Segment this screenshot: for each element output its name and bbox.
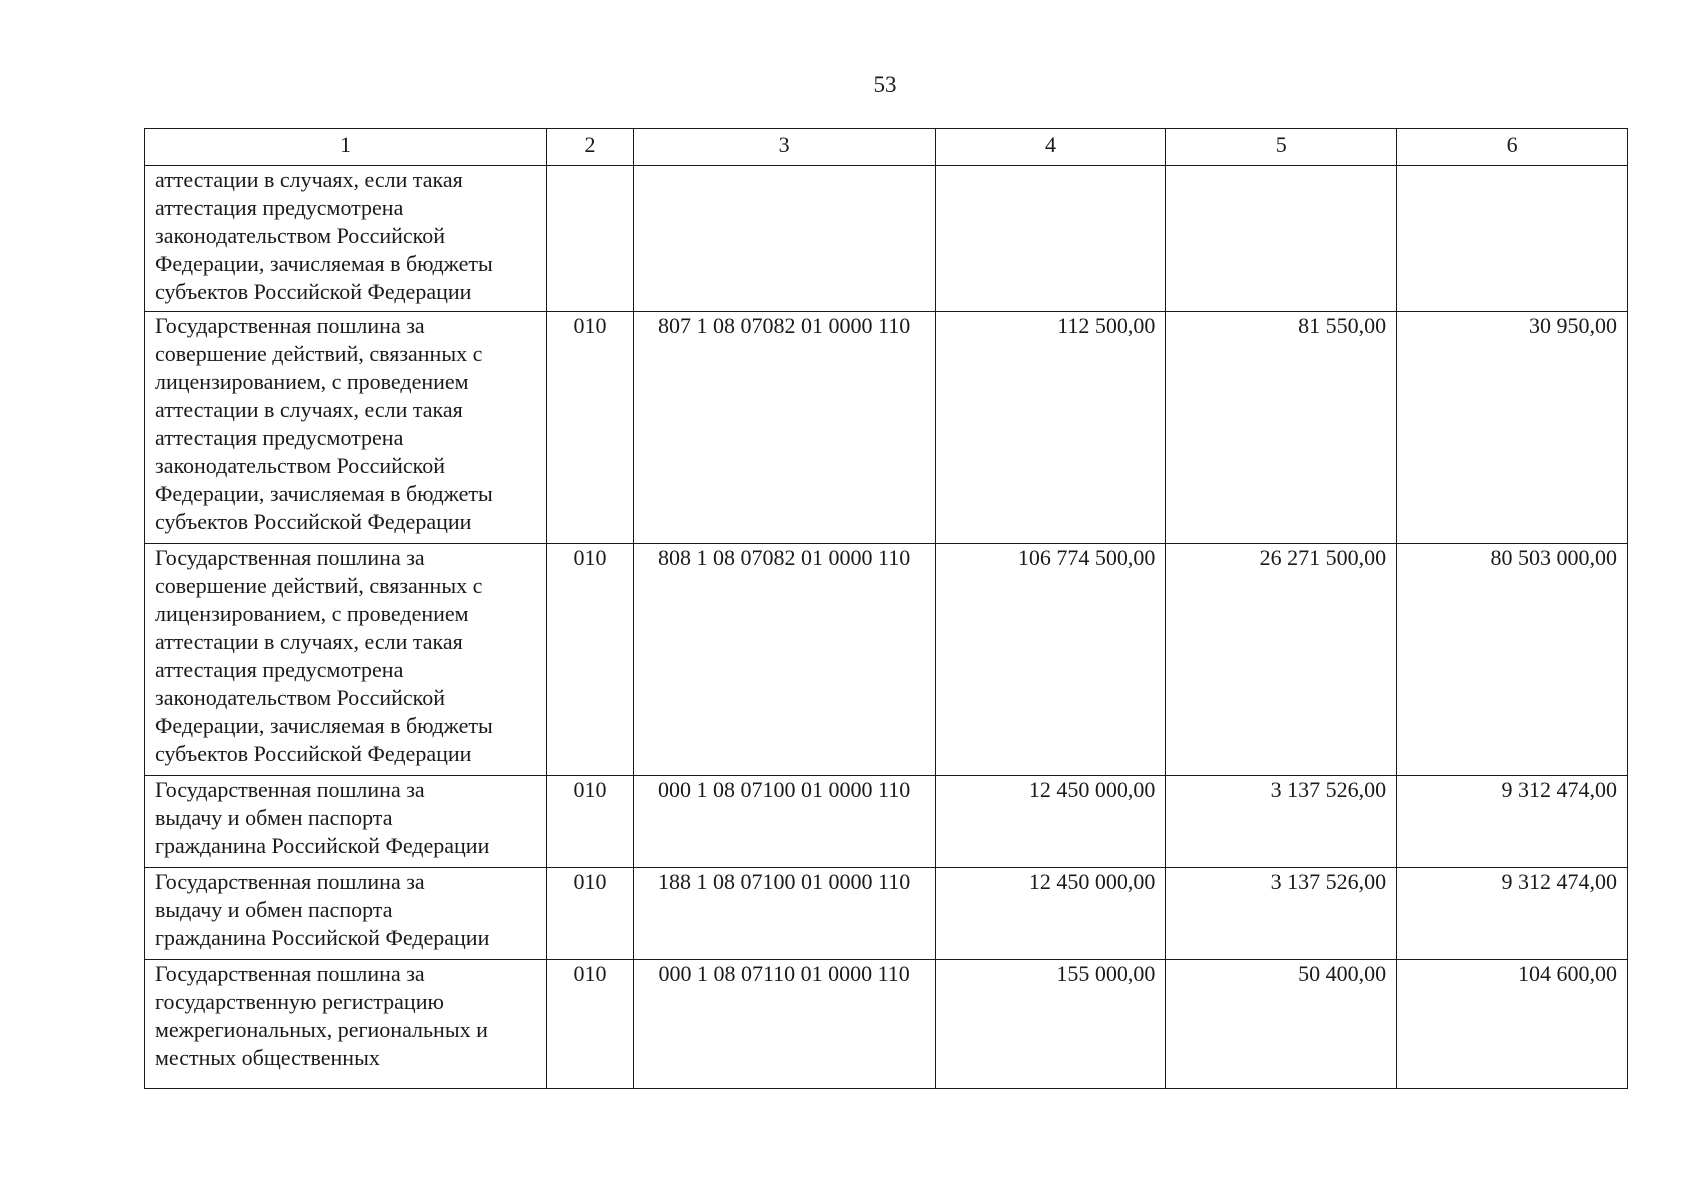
- column-number-4: 4: [935, 129, 1166, 166]
- amount-cell-col5: 26 271 500,00: [1166, 544, 1397, 776]
- kbk-cell: 808 1 08 07082 01 0000 110: [633, 544, 935, 776]
- amount-cell-col6: [1397, 166, 1628, 312]
- budget-table: [144, 128, 1628, 1089]
- amount-cell-col4: 155 000,00: [935, 960, 1166, 1089]
- amount-cell-col5: 3 137 526,00: [1166, 776, 1397, 868]
- amount-cell-col5: 81 550,00: [1166, 312, 1397, 544]
- revenue-name-cell: Государственная пошлина за государственную регистрацию межрегиональных, региональных и местных общественных: [145, 960, 547, 1089]
- code-cell: [547, 166, 633, 312]
- amount-cell-col4: 12 450 000,00: [935, 868, 1166, 960]
- kbk-cell: [633, 166, 935, 312]
- column-number-2: 2: [547, 129, 633, 166]
- revenue-name-cell: аттестации в случаях, если такая аттестация предусмотрена законодательством Российской Федерации, зачисляемая в бюджеты субъектов Российской Федерации: [145, 166, 547, 312]
- code-cell: 010: [547, 960, 633, 1089]
- amount-cell-col6: 30 950,00: [1397, 312, 1628, 544]
- kbk-cell: 000 1 08 07100 01 0000 110: [633, 776, 935, 868]
- table-row: [145, 960, 1628, 1089]
- code-cell: 010: [547, 544, 633, 776]
- amount-cell-col5: [1166, 166, 1397, 312]
- table-row: [145, 544, 1628, 776]
- amount-cell-col5: 50 400,00: [1166, 960, 1397, 1089]
- amount-cell-col6: 104 600,00: [1397, 960, 1628, 1089]
- column-number-1: 1: [145, 129, 547, 166]
- amount-cell-col4: 12 450 000,00: [935, 776, 1166, 868]
- amount-cell-col4: 106 774 500,00: [935, 544, 1166, 776]
- amount-cell-col6: 9 312 474,00: [1397, 868, 1628, 960]
- kbk-cell: 188 1 08 07100 01 0000 110: [633, 868, 935, 960]
- revenue-name-cell: Государственная пошлина за совершение действий, связанных с лицензированием, с проведением аттестации в случаях, если такая аттестация предусмотрена законодательством Российской Федерации, зачисляемая в бюджеты субъектов Российской Федерации: [145, 544, 547, 776]
- column-number-6: 6: [1397, 129, 1628, 166]
- column-number-5: 5: [1166, 129, 1397, 166]
- table-row: [145, 868, 1628, 960]
- amount-cell-col5: 3 137 526,00: [1166, 868, 1397, 960]
- code-cell: 010: [547, 312, 633, 544]
- amount-cell-col6: 80 503 000,00: [1397, 544, 1628, 776]
- revenue-name-cell: Государственная пошлина за выдачу и обмен паспорта гражданина Российской Федерации: [145, 868, 547, 960]
- column-number-3: 3: [633, 129, 935, 166]
- column-number-row: [145, 129, 1628, 166]
- amount-cell-col4: 112 500,00: [935, 312, 1166, 544]
- code-cell: 010: [547, 776, 633, 868]
- code-cell: 010: [547, 868, 633, 960]
- revenue-name-cell: Государственная пошлина за выдачу и обмен паспорта гражданина Российской Федерации: [145, 776, 547, 868]
- revenue-name-cell: Государственная пошлина за совершение действий, связанных с лицензированием, с проведением аттестации в случаях, если такая аттестация предусмотрена законодательством Российской Федерации, зачисляемая в бюджеты субъектов Российской Федерации: [145, 312, 547, 544]
- kbk-cell: 807 1 08 07082 01 0000 110: [633, 312, 935, 544]
- amount-cell-col4: [935, 166, 1166, 312]
- kbk-cell: 000 1 08 07110 01 0000 110: [633, 960, 935, 1089]
- table-row: [145, 312, 1628, 544]
- amount-cell-col6: 9 312 474,00: [1397, 776, 1628, 868]
- table-row: [145, 776, 1628, 868]
- table-row: [145, 166, 1628, 312]
- page-number: 53: [873, 72, 897, 97]
